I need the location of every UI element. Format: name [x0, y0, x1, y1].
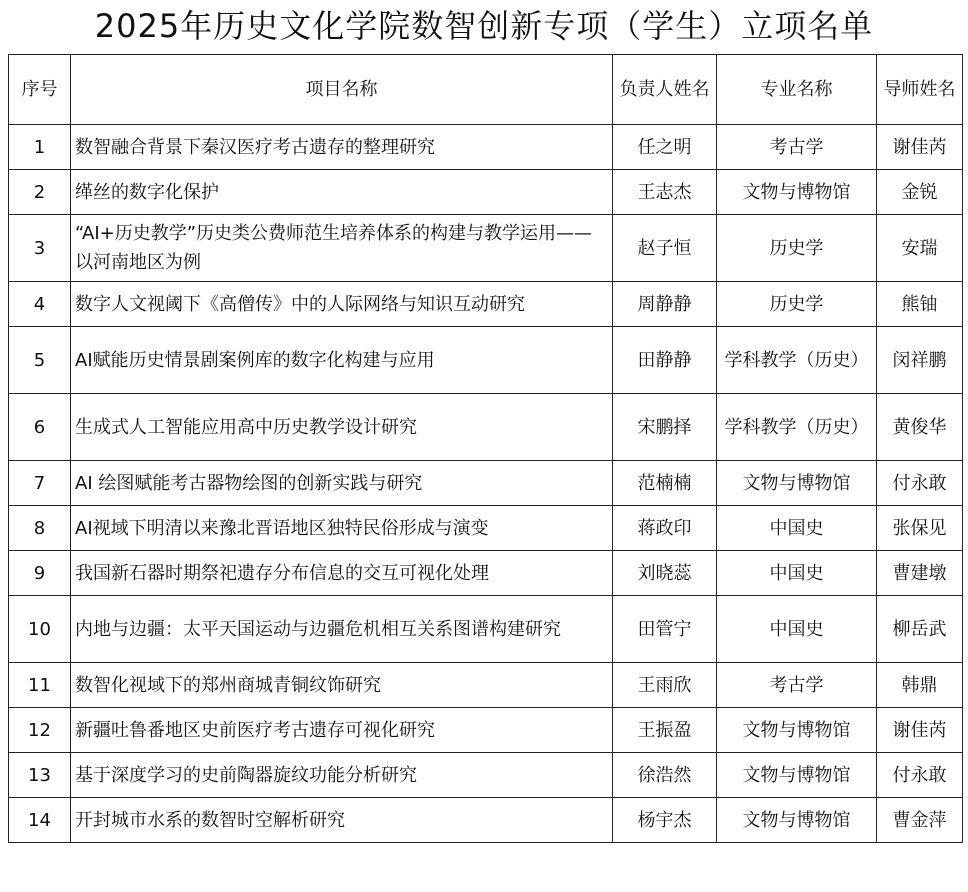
table-row	[9, 708, 963, 753]
cell-leader: 宋鹏择	[613, 394, 717, 461]
cell-no: 4	[9, 282, 71, 327]
table-row	[9, 506, 963, 551]
cell-major: 文物与博物馆	[717, 798, 877, 843]
table-row	[9, 596, 963, 663]
cell-tutor: 金锐	[877, 170, 963, 215]
cell-project: 缂丝的数字化保护	[71, 170, 613, 215]
cell-leader: 任之明	[613, 125, 717, 170]
cell-no: 6	[9, 394, 71, 461]
cell-leader: 王雨欣	[613, 663, 717, 708]
table-row	[9, 663, 963, 708]
cell-project: 内地与边疆：太平天国运动与边疆危机相互关系图谱构建研究	[71, 596, 613, 663]
cell-project: 数智融合背景下秦汉医疗考古遗存的整理研究	[71, 125, 613, 170]
cell-leader: 田管宁	[613, 596, 717, 663]
cell-major: 考古学	[717, 663, 877, 708]
cell-leader: 蒋政印	[613, 506, 717, 551]
cell-project: 生成式人工智能应用高中历史教学设计研究	[71, 394, 613, 461]
table-row	[9, 327, 963, 394]
cell-tutor: 张保见	[877, 506, 963, 551]
cell-tutor: 谢佳芮	[877, 708, 963, 753]
cell-no: 10	[9, 596, 71, 663]
table-row	[9, 170, 963, 215]
cell-project: 我国新石器时期祭祀遗存分布信息的交互可视化处理	[71, 551, 613, 596]
cell-major: 中国史	[717, 596, 877, 663]
cell-no: 5	[9, 327, 71, 394]
cell-tutor: 付永敢	[877, 753, 963, 798]
cell-no: 11	[9, 663, 71, 708]
cell-leader: 刘晓蕊	[613, 551, 717, 596]
cell-no: 14	[9, 798, 71, 843]
cell-project: 数智化视域下的郑州商城青铜纹饰研究	[71, 663, 613, 708]
cell-leader: 田静静	[613, 327, 717, 394]
cell-no: 7	[9, 461, 71, 506]
cell-major: 文物与博物馆	[717, 170, 877, 215]
cell-major: 文物与博物馆	[717, 461, 877, 506]
table-row	[9, 215, 963, 282]
cell-major: 文物与博物馆	[717, 708, 877, 753]
project-roster-table	[8, 54, 963, 843]
table-row	[9, 798, 963, 843]
header-no: 序号	[9, 55, 71, 125]
cell-leader: 杨宇杰	[613, 798, 717, 843]
table-row	[9, 125, 963, 170]
table-row	[9, 551, 963, 596]
header-leader: 负责人姓名	[613, 55, 717, 125]
cell-major: 中国史	[717, 551, 877, 596]
cell-no: 13	[9, 753, 71, 798]
cell-leader: 范楠楠	[613, 461, 717, 506]
cell-leader: 王志杰	[613, 170, 717, 215]
cell-no: 12	[9, 708, 71, 753]
cell-tutor: 柳岳武	[877, 596, 963, 663]
cell-leader: 徐浩然	[613, 753, 717, 798]
cell-tutor: 熊铀	[877, 282, 963, 327]
cell-project: 数字人文视阈下《高僧传》中的人际网络与知识互动研究	[71, 282, 613, 327]
cell-no: 9	[9, 551, 71, 596]
cell-no: 1	[9, 125, 71, 170]
table-row	[9, 282, 963, 327]
cell-project: “AI+历史教学”历史类公费师范生培养体系的构建与教学运用——以河南地区为例	[71, 215, 613, 282]
table-header-row	[9, 55, 963, 125]
cell-tutor: 韩鼎	[877, 663, 963, 708]
cell-project: 新疆吐鲁番地区史前医疗考古遗存可视化研究	[71, 708, 613, 753]
cell-major: 学科教学（历史）	[717, 327, 877, 394]
cell-no: 3	[9, 215, 71, 282]
cell-tutor: 曹建墩	[877, 551, 963, 596]
cell-no: 2	[9, 170, 71, 215]
table-row	[9, 461, 963, 506]
cell-leader: 赵子恒	[613, 215, 717, 282]
cell-project: AI视域下明清以来豫北晋语地区独特民俗形成与演变	[71, 506, 613, 551]
cell-project: AI 绘图赋能考古器物绘图的创新实践与研究	[71, 461, 613, 506]
cell-major: 历史学	[717, 282, 877, 327]
cell-major: 历史学	[717, 215, 877, 282]
cell-leader: 王振盈	[613, 708, 717, 753]
cell-major: 文物与博物馆	[717, 753, 877, 798]
header-project: 项目名称	[71, 55, 613, 125]
header-major: 专业名称	[717, 55, 877, 125]
table-row	[9, 753, 963, 798]
document-title: 2025年历史文化学院数智创新专项（学生）立项名单	[94, 7, 874, 45]
cell-project: 开封城市水系的数智时空解析研究	[71, 798, 613, 843]
cell-project: 基于深度学习的史前陶器旋纹功能分析研究	[71, 753, 613, 798]
cell-tutor: 付永敢	[877, 461, 963, 506]
cell-major: 学科教学（历史）	[717, 394, 877, 461]
cell-leader: 周静静	[613, 282, 717, 327]
cell-major: 考古学	[717, 125, 877, 170]
cell-tutor: 谢佳芮	[877, 125, 963, 170]
cell-tutor: 闵祥鹏	[877, 327, 963, 394]
table-row	[9, 394, 963, 461]
cell-tutor: 曹金萍	[877, 798, 963, 843]
cell-tutor: 安瑞	[877, 215, 963, 282]
cell-tutor: 黄俊华	[877, 394, 963, 461]
cell-no: 8	[9, 506, 71, 551]
cell-major: 中国史	[717, 506, 877, 551]
header-tutor: 导师姓名	[877, 55, 963, 125]
cell-project: AI赋能历史情景剧案例库的数字化构建与应用	[71, 327, 613, 394]
